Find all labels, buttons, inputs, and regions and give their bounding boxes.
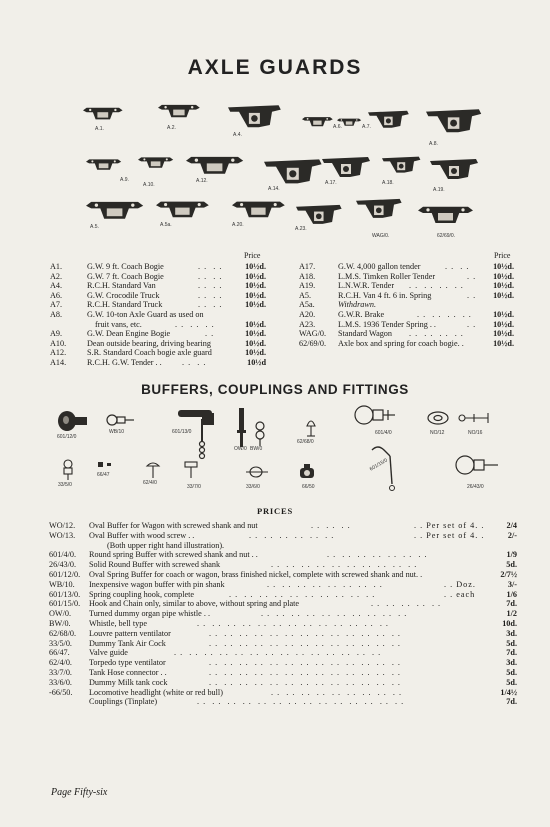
valve-guide-drawing xyxy=(98,462,111,467)
axle-guard-a14 xyxy=(264,159,322,183)
table-row: A19. L.N.W.R. Tender . . . . . . . . 10½d. xyxy=(299,281,514,291)
organ-whistle-drawing xyxy=(237,408,246,447)
axle-table-left xyxy=(50,262,266,368)
axle-label: A.10. xyxy=(143,182,155,188)
table-row: 33/6/0. Dummy Milk tank cock . . . . . . . . . . . . . . . . . . . . . . . . . . 5d. xyxy=(49,677,517,687)
axle-guard-a9 xyxy=(86,159,121,169)
axle-guard-a1 xyxy=(83,108,123,120)
table-row: WO/12. Oval Buffer for Wagon with screwed shank and nut . . . . . . . . Per set of 4. . 2/4 xyxy=(49,521,517,530)
table-row: -66/50. Locomotive headlight (white or red bull) . . . . . . . . . . . . . . . . . . 1/4½ xyxy=(49,687,517,697)
table-row: Couplings (Tinplate) . . . . . . . . . . . . . . . . . . . . . . . . . . . . 7d. xyxy=(89,697,517,707)
axle-guard-a7 xyxy=(368,111,409,128)
fitting-label: WB/10 xyxy=(109,429,125,435)
table-row: A5a. Withdrawn. xyxy=(299,300,376,310)
axle-label: A.8. xyxy=(429,141,438,147)
fitting-label: OW/0 xyxy=(234,446,247,452)
tank-air-cock-drawing xyxy=(64,460,72,480)
table-row: 26/43/0. Solid Round Buffer with screwed shank . . . . . . . . . . . . . . . . . . . . 5d. xyxy=(49,560,517,570)
fitting-label: 601/15/0 xyxy=(368,457,389,473)
table-row: 62/69/0. Axle box and spring for coach bogie. . 10½d. xyxy=(299,338,514,348)
wagon-buffer-drawing xyxy=(107,415,134,425)
axle-label: A.5a. xyxy=(160,222,172,228)
fitting-label: 26/43/0 xyxy=(467,484,484,490)
axle-label: A.12. xyxy=(196,178,208,184)
table-row: WAG/0. Standard Wagon . . . . . . . . 10½d. xyxy=(299,329,514,339)
axle-label: A.20. xyxy=(232,222,244,228)
solid-round-buffer-drawing xyxy=(456,456,498,474)
axle-guard-a4 xyxy=(228,105,281,127)
fitting-label: 33/5/0 xyxy=(58,482,72,488)
axle-guard-a20 xyxy=(232,202,285,218)
fitting-label: NO/16 xyxy=(468,430,483,436)
axle-guard-a23 xyxy=(296,205,342,224)
axle-label: WAG/0. xyxy=(372,233,390,239)
table-row: 601/15/0. Hook and Chain only, similar to above, without spring and plate . . . . . . . . . . 7d. xyxy=(49,599,517,609)
table-row: A9. G.W. Dean Engine Bogie . . 10½d. xyxy=(50,329,266,339)
axle-label: A.19. xyxy=(433,187,445,193)
axle-table-right xyxy=(299,262,514,348)
table-row: A2. G.W. 7 ft. Coach Bogie . . . . 10½d. xyxy=(50,271,266,281)
oval-buffer-drawing xyxy=(58,411,87,431)
axle-guard-a18 xyxy=(382,157,420,173)
fitting-label: 66/50 xyxy=(302,484,315,490)
prices-heading: PRICES xyxy=(257,506,293,516)
price-header-right: Price xyxy=(494,251,511,260)
table-row: 62/68/0. Louvre pattern ventilator . . . . . . . . . . . . . . . . . . . . . . . . . . 3d. xyxy=(49,628,517,638)
bell-whistle-drawing xyxy=(256,422,264,446)
axle-box-spring xyxy=(418,207,473,223)
table-row: A4. R.C.H. Standard Van . . . . 10½d. xyxy=(50,281,266,291)
fitting-label: 62/4/0 xyxy=(143,480,157,486)
axle-label: 62/69/0. xyxy=(437,233,456,239)
table-row: A5. R.C.H. Van 4 ft. 6 in. Spring . . 10½d. xyxy=(299,290,514,300)
page-title: AXLE GUARDS xyxy=(187,56,363,79)
axle-label: A.7. xyxy=(362,124,371,130)
axle-label: A.2. xyxy=(167,125,176,131)
table-row: (Both upper right hand illustration). xyxy=(107,540,225,550)
table-row: A14. R.C.H. G.W. Tender . . . . . . 10½d xyxy=(50,357,266,367)
axle-guard-a2 xyxy=(158,105,200,117)
axle-label: A.5. xyxy=(90,224,99,230)
headlight-drawing xyxy=(300,464,314,478)
axle-label: A.18. xyxy=(382,180,394,186)
page-footer: Page Fifty-six xyxy=(51,787,108,798)
fitting-label: 601/13/0 xyxy=(172,429,192,435)
buffer-pin-drawing xyxy=(459,413,488,423)
table-row: 66/47. Valve guide . . . . . . . . . . . . . . . . . . . . . . . . . . . . 7d. xyxy=(49,648,517,658)
tank-hose-drawing xyxy=(185,462,197,478)
axle-guard-a5 xyxy=(86,202,143,219)
axle-label: A.4. xyxy=(233,132,242,138)
axle-label: A.6. xyxy=(333,124,342,130)
fitting-label: 62/68/0 xyxy=(297,439,314,445)
prices-table xyxy=(49,521,517,707)
axle-label: A.17. xyxy=(325,180,337,186)
table-row: 601/12/0. Oval Spring Buffer for coach or wagon, brass finished nickel, complete with screwed shank and nut. . 2/7½ xyxy=(49,569,517,579)
fitting-label: NO/12 xyxy=(430,430,445,436)
axle-guard-a12 xyxy=(186,157,243,174)
table-row: 601/4/0. Round spring Buffer with screwed shank and nut . . . . . . . . . . . . . . . . 1/9 xyxy=(49,550,517,560)
fitting-label: 33/6/0 xyxy=(246,484,260,490)
table-row: A7. R.C.H. Standard Truck . . . . 10½d. xyxy=(50,300,266,310)
table-row: WO/13. Oval Buffer with wood screw . . . . . . . . . . . . . . . . Per set of 4. . 2/- xyxy=(49,530,517,540)
fitting-label: 66/47 xyxy=(97,472,110,478)
table-row: WB/10. Inexpensive wagon buffer with pin shank . . . . . . . . . . . . . . . . . . Doz. 3/- xyxy=(49,579,517,589)
table-row: BW/0. Whistle, bell type . . . . . . . . . . . . . . . . . . . . . . . . . . 10d. xyxy=(49,618,517,628)
axle-label: A.1. xyxy=(95,126,104,132)
axle-guard-a8 xyxy=(426,109,481,132)
table-row: A12. S.R. Standard Coach bogie axle guard 10½d. xyxy=(50,348,266,358)
table-row: A17. G.W. 4,000 gallon tender . . . . 10½d. xyxy=(299,262,514,271)
table-row: A18. L.M.S. Timken Roller Tender . . 10½d. xyxy=(299,271,514,281)
fitting-label: BW/0 xyxy=(250,446,263,452)
table-row: A10. Dean outside bearing, driving bearing 10½d. xyxy=(50,338,266,348)
table-row: A6. G.W. Crocodile Truck . . . . 10½d. xyxy=(50,290,266,300)
axle-guard-a10 xyxy=(138,157,173,167)
axle-guard-a17 xyxy=(322,157,370,177)
table-row: A1. G.W. 9 ft. Coach Bogie . . . . 10½d. xyxy=(50,262,266,271)
torpedo-ventilator-drawing xyxy=(147,463,159,478)
milk-tank-cock-drawing xyxy=(246,467,268,477)
price-header-left: Price xyxy=(244,251,261,260)
table-row: A8. G.W. 10-ton Axle Guard as used on xyxy=(50,309,204,319)
table-row: fruit vans, etc. . . . . . . 10½d. xyxy=(95,319,266,329)
table-row: A20. G.W.R. Brake . . . . . . . . 10½d. xyxy=(299,309,514,319)
fitting-label: 33/7/0 xyxy=(187,484,201,490)
axle-guard-a5a xyxy=(156,202,209,218)
louvre-ventilator-drawing xyxy=(307,421,315,436)
axle-guard-a19 xyxy=(430,159,478,179)
table-row: A23. L.M.S. 1936 Tender Spring . . . . 10½d. xyxy=(299,319,514,329)
table-row: 62/4/0. Torpedo type ventilator . . . . . . . . . . . . . . . . . . . . . . . . . . 3d. xyxy=(49,658,517,668)
round-buffer-drawing xyxy=(355,406,395,424)
section-title: BUFFERS, COUPLINGS AND FITTINGS xyxy=(141,382,409,397)
axle-label: A.14. xyxy=(268,186,280,192)
fitting-label: 601/12/0 xyxy=(57,434,77,440)
axle-label: A.23. xyxy=(295,226,307,232)
table-row: 601/13/0. Spring coupling hook, complete . . . . . . . . . . . . . . . . . . . . . . each 1/6 xyxy=(49,589,517,599)
fitting-label: 601/4/0 xyxy=(375,430,392,436)
table-row: OW/0. Turned dummy organ pipe whistle . . . . . . . . . . . . . . . . . . . . . . 1/2 xyxy=(49,609,517,619)
table-row: 33/5/0. Dummy Tank Air Cock . . . . . . . . . . . . . . . . . . . . . . . . . . 5d. xyxy=(49,638,517,648)
axle-guard-wag0 xyxy=(356,199,402,218)
axle-label: A.9. xyxy=(120,177,129,183)
axle-guard-a6 xyxy=(302,117,333,126)
table-row: 33/7/0. Tank Hose connector . . . . . . . . . . . . . . . . . . . . . . . . . . . . 5d. xyxy=(49,667,517,677)
oval-buffer-small-drawing xyxy=(428,412,448,424)
